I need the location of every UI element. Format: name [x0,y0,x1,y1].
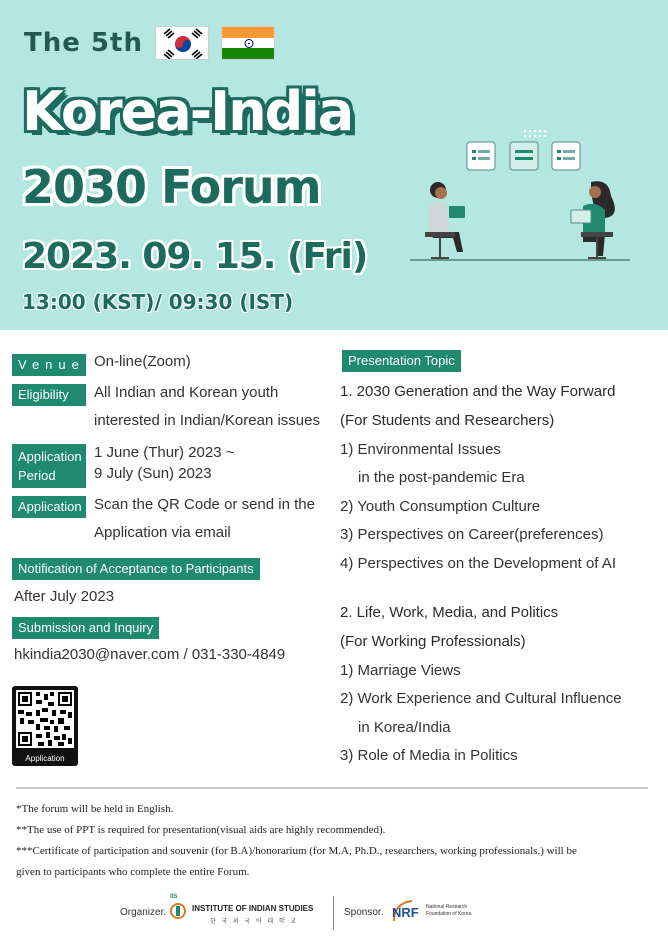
iis-logo-text: IIS [170,894,178,900]
event-time: 13:00 (KST)/ 09:30 (IST) [22,290,294,314]
topic-group1-title: 1. 2030 Generation and the Way Forward [340,383,616,400]
edition-text: The 5th [24,28,143,58]
note-language: *The forum will be held in English. [16,803,174,815]
section-divider [16,787,648,789]
eligibility-line2: interested in Indian/Korean issues [94,412,320,429]
topic-group1-audience: (For Students and Researchers) [340,412,555,429]
sponsor-name-line1: National Research [426,904,468,910]
topic-group2-audience: (For Working Professionals) [340,633,526,650]
eligibility-line1: All Indian and Korean youth [94,384,279,401]
nrf-logo-icon [390,899,424,923]
eligibility-row [12,384,320,435]
eligibility-label: Eligibility [12,384,86,406]
iis-logo-icon [168,894,188,920]
topic-item: 1) Marriage Views [340,662,461,679]
notification-value: After July 2023 [14,588,115,605]
period-label-line2: Period [18,468,56,483]
period-label-line1: Application [18,449,82,464]
topic-item: 3) Role of Media in Politics [340,747,518,764]
note-certificate-cont: given to participants who complete the entire Forum. [16,866,250,878]
period-row [12,444,235,488]
notification-value-row [14,583,114,611]
footer-separator [333,896,334,930]
poster-header [0,0,668,330]
topic-group2-title: 2. Life, Work, Media, and Politics [340,604,559,621]
organizer-name: INSTITUTE OF INDIAN STUDIES [192,904,314,913]
notification-row [12,558,268,580]
note-certificate: ***Certificate of participation and souvenir (for B.A)/honorarium (for M.A, Ph.D., researchers, working professionals.) will be [16,845,577,857]
topic-item: 3) Perspectives on Career(preferences) [340,526,604,543]
period-line1: 1 June (Thur) 2023 ~ [94,444,235,461]
qr-label: Application [25,754,65,763]
organizer-name-ko: 한 국 외 국 어 대 학 교 [210,919,299,925]
application-line2: Application via email [94,524,231,541]
nrf-logo-text: NRF [392,905,419,920]
flag-korea-icon [155,26,209,60]
submission-label: Submission and Inquiry [12,617,159,639]
organizer-label: Organizer. [120,907,167,918]
sponsor-name [426,904,471,918]
meeting-illustration [405,120,640,270]
topic-item: 2) Youth Consumption Culture [340,498,541,515]
application-label: Application [12,496,86,518]
notification-label: Notification of Acceptance to Participants [12,558,260,580]
topic-item: 4) Perspectives on the Development of AI [340,555,616,572]
contact-email-phone[interactable]: hkindia2030@naver.com / 031-330-4849 [14,646,286,663]
topic-item-cont: in Korea/India [358,719,451,736]
flag-india-icon [221,26,275,60]
sponsor-label: Sponsor. [344,907,384,918]
qr-code-icon [16,690,74,748]
submission-value-row [14,641,285,669]
venue-label: Venue [12,354,86,376]
topic-item: 1) Environmental Issues [340,441,501,458]
edition-row [24,26,275,60]
title-main: Korea-India [22,80,353,143]
chat-cards-icon [467,130,580,170]
period-line2: 9 July (Sun) 2023 [94,465,212,482]
venue-row [12,354,191,376]
venue-value: On-line(Zoom) [94,353,191,370]
topic-item: 2) Work Experience and Cultural Influence [340,690,622,707]
event-date: 2023. 09. 15. (Fri) [22,236,368,277]
application-row [12,496,315,547]
person-right-icon [571,181,615,258]
topic-item-cont: in the post-pandemic Era [358,469,525,486]
application-qr-code[interactable] [12,686,78,766]
person-left-icon [425,182,465,258]
footer [0,892,668,932]
submission-row [12,617,167,639]
sponsor-name-line2: Foundation of Korea [426,911,472,917]
title-sub: 2030 Forum [22,160,321,214]
application-line1: Scan the QR Code or send in the [94,496,315,513]
period-label [12,444,86,488]
topics-label: Presentation Topic [342,350,461,372]
note-ppt: **The use of PPT is required for presentation(visual aids are highly recommended). [16,824,386,836]
